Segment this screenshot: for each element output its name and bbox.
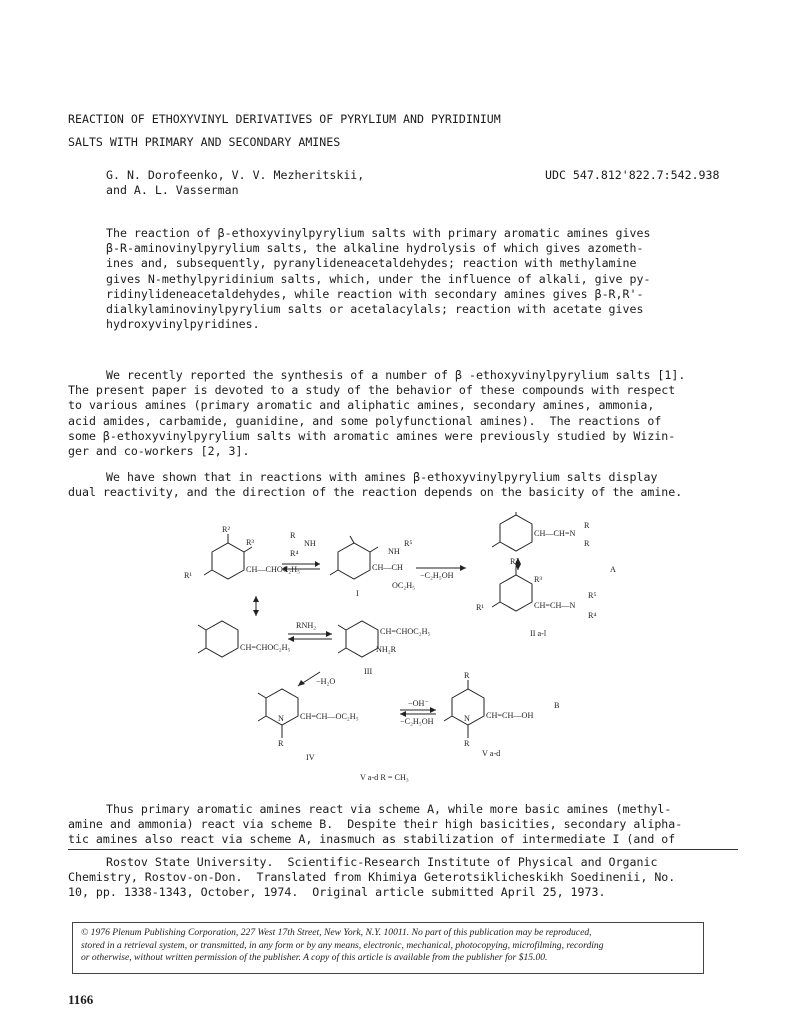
page-number: 1166 [68,992,94,1007]
paragraph-line: amine and ammonia) react via scheme B. Despite their high basicities, secondary alipha- [68,817,683,832]
footnote-line: Rostov State University. Scientific-Research Institute of Physical and Organic [106,855,658,869]
pyran-ring [338,543,370,579]
pyran-ring [346,621,378,657]
udc-code: UDC 547.812'822.7:542.938 [545,168,720,182]
scheme-label: R³ [534,575,542,584]
scheme-label: OC₂H₅ [392,581,415,590]
abstract-line: hydroxyvinylpyridines. [106,317,260,332]
compound-label: III [364,667,373,676]
abstract [106,226,718,332]
body-paragraph [68,802,748,848]
copyright-line: © 1976 Plenum Publishing Corporation, 227 West 17th Street, New York, N.Y. 10011. No part of this publication may be reproduced, [81,927,592,938]
paragraph-line: acid amides, carbamide, guanidine, and some polyfunctional amines). The reactions of [68,413,662,428]
abstract-line: ridinylideneacetaldehydes, while reaction with secondary amines gives β-R,R'- [106,286,644,301]
scheme-label: R [290,531,296,540]
scheme-label: CH=CHOC₂H₅ [240,643,291,652]
scheme-label: −C₂H₅OH [400,717,434,726]
scheme-label: CH—CH=N [534,529,576,538]
body-paragraph [68,470,748,500]
scheme-label: RNH₂ [296,621,317,630]
paragraph-line: tic amines also react via scheme A, inasmuch as stabilization of intermediate I (and of [68,832,676,847]
scheme-label: R⁵ [588,591,597,600]
body-paragraph [68,368,748,459]
scheme-label: N [464,714,470,723]
abstract-line: dialkylaminovinylpyrylium salts or acetalacylals; reaction with acetate gives [106,302,644,317]
scheme-label: R⁴ [588,611,597,620]
paragraph-line: ger and co-workers [2, 3]. [68,444,250,459]
paragraph-line: We recently reported the synthesis of a number of β -ethoxyvinylpyrylium salts [1]. [106,368,686,382]
scheme-label: R [584,521,590,530]
abstract-line: gives N-methylpyridinium salts, which, under the influence of alkali, give py- [106,271,651,286]
reaction-scheme [170,512,630,788]
scheme-label: R¹ [184,571,192,580]
scheme-label: B [554,701,560,710]
scheme-label: R¹ [476,603,484,612]
paragraph-line: Thus primary aromatic amines react via scheme A, while more basic amines (methyl- [106,802,672,816]
article-title [68,112,708,158]
scheme-label: R [464,671,470,680]
scheme-label: R⁵ [404,539,413,548]
scheme-label: R² [510,557,518,566]
abstract-line: The reaction of β-ethoxyvinylpyrylium salts with primary aromatic amines gives [106,226,651,240]
pyrylium-ring [206,621,238,657]
compound-label: V a-d [482,749,501,758]
scheme-label: CH=CH—OH [486,711,534,720]
scheme-label: −H₂O [316,677,336,686]
paragraph-line: to various amines (primary aromatic and aliphatic amines, secondary amines, ammonia, [68,398,655,413]
copyright-line: stored in a retrieval system, or transmitted, in any form or by any means, electronic, mechanical, photocopying, microfilming, recording [81,939,604,951]
scheme-label: R⁴ [290,549,299,558]
footnote-divider [68,849,738,850]
scheme-label: R² [222,525,230,534]
paragraph-line: We have shown that in reactions with amines β-ethoxyvinylpyrylium salts display [106,470,658,484]
scheme-label: −OH⁻ [408,699,429,708]
paragraph-line: The present paper is devoted to a study of the behavior of these compounds with respect [68,383,676,398]
footnote-line: 10, pp. 1338-1343, October, 1974. Original article submitted April 25, 1973. [68,885,606,900]
copyright-line: or otherwise, without written permission of the publisher. A copy of this article is available from the publisher for $15.00. [81,952,548,964]
paragraph-line: dual reactivity, and the direction of the reaction depends on the basicity of the amine. [68,485,683,500]
compound-label: II a-l [530,629,547,638]
scheme-label: NH₂R [376,645,397,654]
affiliation-footnote [68,855,746,901]
scheme-label: R³ [246,538,254,547]
scheme-label: −C₂H₅OH [420,571,454,580]
author-line: G. N. Dorofeenko, V. V. Mezheritskii, [106,168,365,182]
scheme-label: NH [304,539,316,548]
compound-label: IV [306,753,315,762]
copyright-notice [72,922,704,974]
scheme-label: R [584,539,590,548]
scheme-footnote: V a-d R = CH₃ [360,773,409,782]
scheme-label: CH—CHOC₂H₅ [246,565,300,574]
title-line: SALTS WITH PRIMARY AND SECONDARY AMINES [68,135,341,150]
scheme-label: R [464,739,470,748]
title-line: REACTION OF ETHOXYVINYL DERIVATIVES OF PYRYLIUM AND PYRIDINIUM [68,112,501,126]
compound-label: I [356,589,359,598]
scheme-label: CH—CH [372,563,403,572]
abstract-line: β-R-aminovinylpyrylium salts, the alkaline hydrolysis of which gives azometh- [106,241,644,256]
scheme-label: CH=CH—N [534,601,576,610]
pyrylium-ring [500,515,532,551]
abstract-line: ines and, subsequently, pyranylideneacetaldehydes; reaction with methylamine [106,256,637,271]
author-list [106,168,436,198]
scheme-label: A [610,565,616,574]
scheme-label: NH [388,547,400,556]
paragraph-line: some β-ethoxyvinylpyrylium salts with aromatic amines were previously studied by Wizin- [68,428,676,443]
pyrylium-ring [212,543,244,579]
scheme-label: N [278,714,284,723]
author-line: and A. L. Vasserman [106,183,239,198]
scheme-label: CH=CH—OC₂H₅ [300,712,359,721]
footnote-line: Chemistry, Rostov-on-Don. Translated from Khimiya Geterotsiklicheskikh Soedinenii, No. [68,870,676,885]
scheme-label: R [278,739,284,748]
pyrylium-ring [500,575,532,611]
scheme-label: CH=CHOC₂H₅ [380,627,431,636]
